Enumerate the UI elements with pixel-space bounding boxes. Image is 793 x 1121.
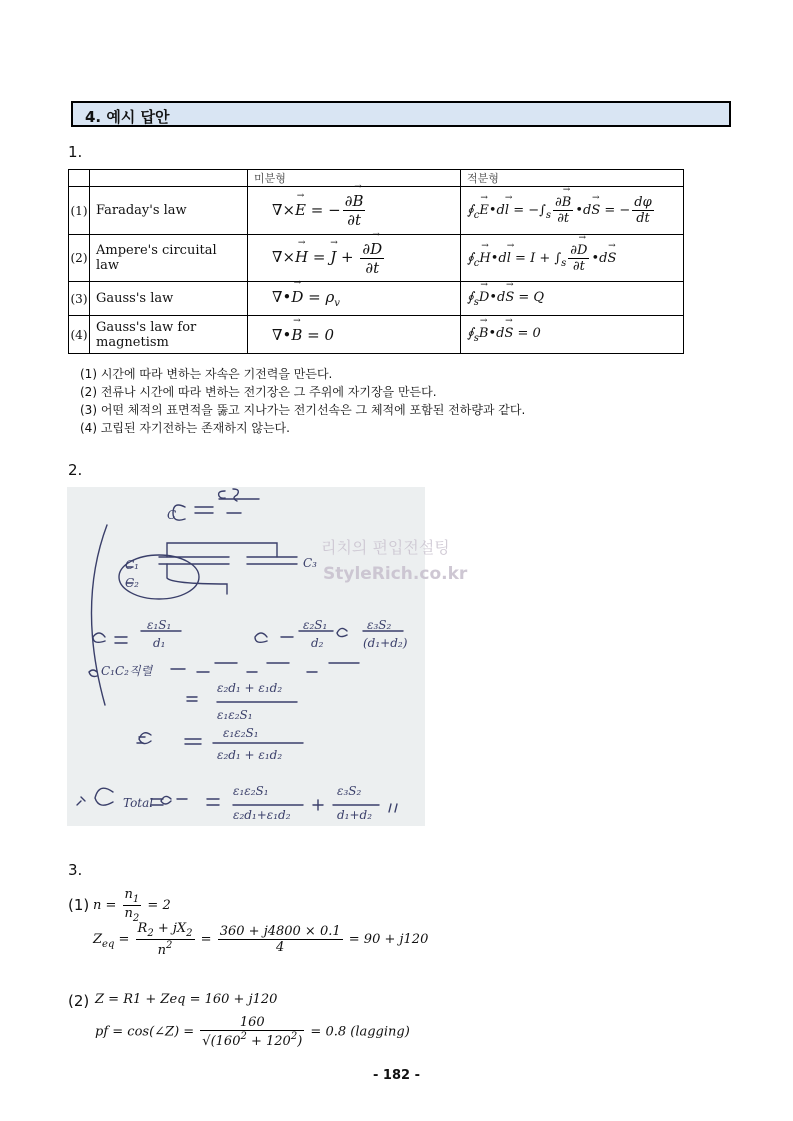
law-name: Ampere's circuital law (90, 235, 248, 282)
svg-text:ε₁ε₂S₁: ε₁ε₂S₁ (233, 784, 269, 798)
differential-form: ∇×→ E = − $\frac{\partial\to B}{\partial t}$ (248, 187, 461, 235)
handwritten-solution-photo (67, 487, 468, 826)
section-header (71, 101, 731, 127)
table-row (69, 187, 684, 235)
svg-text:ε₁ε₂S₁: ε₁ε₂S₁ (217, 708, 253, 722)
svg-text:ε₂S₁: ε₂S₁ (303, 618, 328, 632)
law-name: Gauss's law for magnetism (90, 316, 248, 354)
svg-text:C: C (167, 508, 177, 522)
svg-text:ε₂d₁ + ε₁d₂: ε₂d₁ + ε₁d₂ (217, 681, 283, 695)
note-3: (3) 어떤 체적의 표면적을 뚫고 지나가는 전기선속은 그 체적에 포함된 전하량과 같다. (80, 403, 526, 417)
svg-text:C₁C₂직렬: C₁C₂직렬 (101, 664, 153, 678)
differential-form: ∇×→ H = → J + $\frac{\partial\to D}{\partial t}$ (248, 235, 461, 282)
svg-text:d₂: d₂ (311, 636, 324, 650)
question-3-number: 3. (68, 861, 83, 879)
row-index: (4) (69, 316, 90, 354)
differential-form: ∇•→ B = 0 (248, 316, 461, 354)
svg-text:d₁+d₂: d₁+d₂ (337, 808, 373, 822)
equivalent-impedance-equation: $Z_{eq}$ = $\frac{R_2 + jX_2}{n^2}$ = $\frac{360 + j4800 \times 0.1}{4}$ = 90 + j120 (93, 920, 429, 958)
row-index: (1) (69, 187, 90, 235)
note-2: (2) 전류나 시간에 따라 변하는 전기장은 그 주위에 자기장을 만든다. (80, 385, 437, 399)
part-1-equations (93, 888, 573, 956)
integral-form: $∮_s\to$ D•d→ S = Q (461, 282, 684, 316)
svg-text:ε₁S₁: ε₁S₁ (147, 618, 172, 632)
table-header-row (69, 170, 684, 187)
svg-text:(d₁+d₂): (d₁+d₂) (363, 636, 408, 650)
law-name: Gauss's law (90, 282, 248, 316)
watermark-line-2: StyleRich.co.kr (323, 564, 468, 584)
part-2-label: (2) (68, 992, 90, 1010)
watermark-line-1: 리치의 편입전설팅 (321, 538, 450, 557)
note-1: (1) 시간에 따라 변하는 자속은 기전력을 만든다. (80, 367, 333, 381)
law-name: Faraday's law (90, 187, 248, 235)
part-2-equations (95, 992, 575, 1052)
explanation-notes (80, 365, 525, 437)
power-factor-equation: pf = cos(∠Z) = $\frac{160}{√(160^2 + 120^2)}$ = 0.8 (lagging) (95, 1015, 410, 1049)
row-index: (3) (69, 282, 90, 316)
note-4: (4) 고립된 자기전하는 존재하지 않는다. (80, 421, 290, 435)
table-row (69, 235, 684, 282)
svg-text:C₁: C₁ (125, 558, 139, 572)
integral-form: $∮_c\to$ E•d→ $l = -\int_s$ $\frac{\partial\to B}{\partial t}$ •d→ S = − $\frac{d\varphi}{dt}$ (461, 187, 684, 235)
total-impedance-equation: Z = R1 + Zeq = 160 + j120 (95, 992, 278, 1007)
svg-text:d₁: d₁ (153, 636, 166, 650)
svg-text:ε₂d₁ + ε₁d₂: ε₂d₁ + ε₁d₂ (217, 748, 283, 762)
integral-form: $∮_c\to$ H•d→ $l = I + \int_s$ $\frac{\partial\to D}{\partial t}$ •d→ S (461, 235, 684, 282)
differential-form: ∇•→ $D = \rho_v$ (248, 282, 461, 316)
svg-text:Total: Total (123, 796, 154, 810)
svg-text:ε₁ε₂S₁: ε₁ε₂S₁ (223, 726, 259, 740)
question-1-number: 1. (68, 143, 83, 161)
header-differential: 미분형 (248, 170, 461, 187)
page-number: - 182 - (373, 1068, 420, 1083)
integral-form: $∮_s\to$ B•d→ S = 0 (461, 316, 684, 354)
svg-text:C₂: C₂ (125, 576, 139, 590)
handwriting-drawing (67, 487, 468, 826)
row-index: (2) (69, 235, 90, 282)
table-row (69, 316, 684, 354)
header-integral: 적분형 (461, 170, 684, 187)
table-row (69, 282, 684, 316)
svg-text:ε₃S₂: ε₃S₂ (337, 784, 362, 798)
svg-text:ε₃S₂: ε₃S₂ (367, 618, 392, 632)
question-2-number: 2. (68, 461, 83, 479)
turns-ratio-equation: n = $\frac{n_1}{n_2}$ = 2 (93, 886, 171, 924)
svg-text:ε₂d₁+ε₁d₂: ε₂d₁+ε₁d₂ (233, 808, 291, 822)
section-title: 4. 예시 답안 (85, 108, 170, 126)
maxwell-equations-table (68, 169, 684, 354)
svg-text:C₃: C₃ (303, 556, 317, 570)
part-1-label: (1) (68, 896, 90, 914)
